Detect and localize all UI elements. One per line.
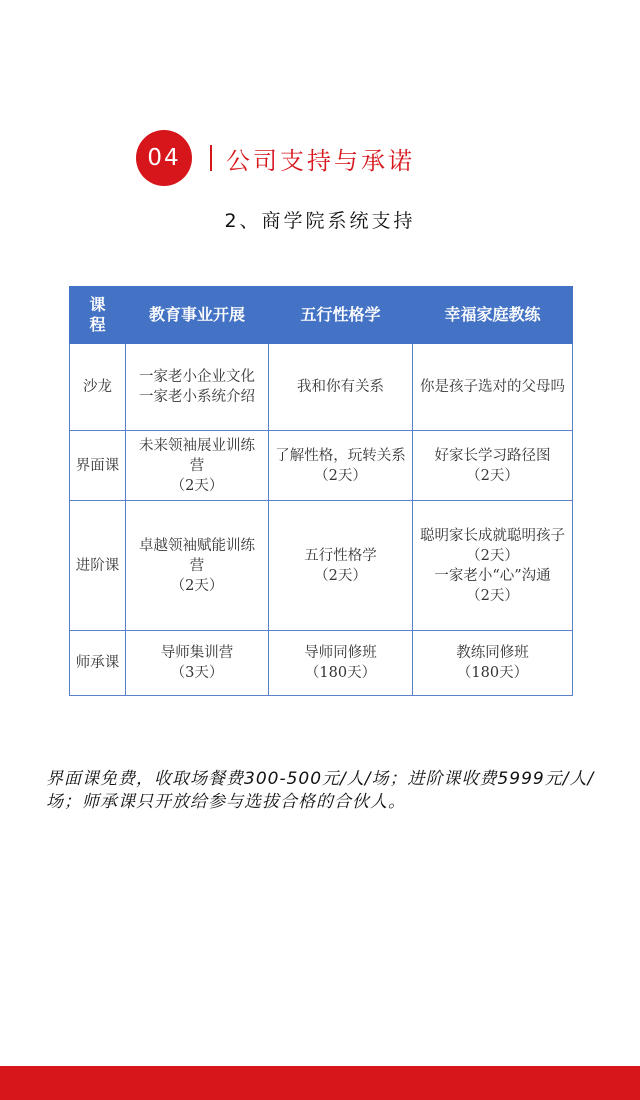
column-header-course: [70, 287, 126, 344]
cell-line: 了解性格，玩转关系: [275, 447, 406, 464]
table-cell: [269, 501, 413, 631]
column-header-business: 教育事业开展: [126, 287, 269, 344]
table-row: [70, 631, 573, 696]
subtitle: 2、商学院系统支持: [224, 210, 416, 232]
table-cell: [269, 631, 413, 696]
section-number: 04: [147, 145, 181, 171]
section-header: [136, 130, 415, 186]
section-title: 公司支持与承诺: [226, 146, 415, 175]
cell-line: 导师集训营: [160, 645, 234, 661]
table-cell: [269, 344, 413, 431]
column-header-family-coach: 幸福家庭教练: [413, 287, 573, 344]
column-header-course-line2: 程: [89, 315, 106, 334]
cell-line: 一家老小“心”沟通: [434, 567, 551, 584]
cell-line: 未来领袖展业训练营: [139, 437, 255, 474]
cell-line: （2天）: [466, 587, 519, 604]
row-label: 师承课: [70, 631, 126, 696]
table-cell: [126, 344, 269, 431]
row-label: 界面课: [70, 431, 126, 501]
cell-line: 教练同修班: [456, 645, 529, 661]
cell-line: 我和你有关系: [297, 379, 384, 395]
cell-line: 卓越领袖赋能训练营: [139, 537, 255, 574]
cell-line: 你是孩子选对的父母吗: [420, 379, 565, 395]
table-cell: [126, 631, 269, 696]
table-cell: [413, 431, 573, 501]
table-cell: [126, 501, 269, 631]
cell-line: （180天）: [456, 665, 529, 681]
section-number-badge: [136, 130, 192, 186]
cell-line: （2天）: [170, 577, 224, 594]
table-cell: [126, 431, 269, 501]
column-header-five-elements: 五行性格学: [269, 287, 413, 344]
table-header-row: [70, 287, 573, 344]
cell-line: 好家长学习路径图: [434, 447, 551, 464]
table-cell: [413, 344, 573, 431]
cell-line: 五行性格学: [304, 547, 377, 564]
header-divider: [210, 145, 212, 171]
column-header-course-line1: 课: [89, 295, 106, 314]
pricing-note: 界面课免费，收取场餐费300-500元/人/场；进阶课收费5999元/人/场；师承课只开放给参与选拔合格的合伙人。: [46, 769, 595, 812]
row-label: 进阶课: [70, 501, 126, 631]
table-row: [70, 501, 573, 631]
cell-line: （2天）: [170, 477, 224, 494]
cell-line: （2天）: [314, 467, 367, 484]
cell-line: （180天）: [304, 665, 377, 681]
course-table: [69, 286, 573, 696]
table-cell: [269, 431, 413, 501]
cell-line: 导师同修班: [304, 645, 377, 661]
cell-line: 聪明家长成就聪明孩子: [420, 527, 565, 544]
cell-line: 一家老小系统介绍: [139, 389, 255, 405]
cell-line: （3天）: [170, 665, 224, 681]
cell-line: （2天）: [466, 467, 519, 484]
row-label: 沙龙: [70, 344, 126, 431]
table-cell: [413, 501, 573, 631]
cell-line: （2天）: [314, 567, 367, 584]
cell-line: （2天）: [466, 547, 519, 564]
cell-line: 一家老小企业文化: [139, 369, 255, 385]
table-row: [70, 431, 573, 501]
footer-bar: [0, 1066, 640, 1100]
table-cell: [413, 631, 573, 696]
table-row: [70, 344, 573, 431]
